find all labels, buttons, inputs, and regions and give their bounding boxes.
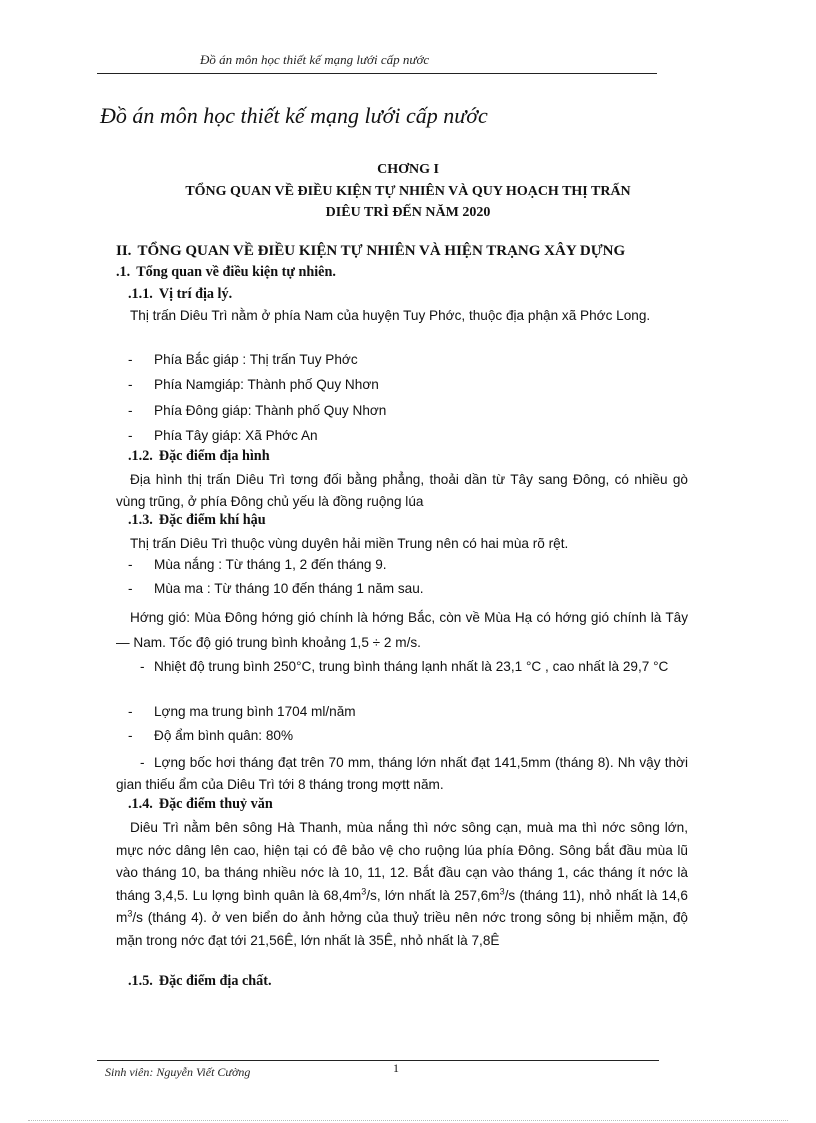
list-item-text: Lợng bốc hơi tháng đạt trên 70 mm, tháng lớn nhất đạt 141,5mm (tháng 8). Nh vậy thời gian thiếu ẩm của Diêu Trì tới 8 tháng trong mợtt năm. (116, 755, 688, 792)
section-number: II. (116, 243, 132, 259)
list-item: - Mùa nắng : Từ tháng 1, 2 đến tháng 9. (128, 557, 387, 572)
heading-1-1 (128, 286, 232, 303)
paragraph-wind: Hớng gió: Mùa Đông hớng gió chính là hớng Bắc, còn về Mùa Hạ có hớng gió chính là Tây — Nam. Tốc độ gió trung bình khoảng 1,5 ÷ 2 m/s. (116, 610, 688, 650)
heading-title: Vị trí địa lý. (158, 286, 233, 302)
list-item: - Phía Bắc giáp : Thị trấn Tuy Phớc (128, 352, 358, 367)
heading-number: .1.5. (128, 973, 153, 989)
list-item: - Lợng ma trung bình 1704 ml/năm (128, 704, 356, 719)
list-item-text: Nhiệt độ trung bình 250°C, trung bình tháng lạnh nhất là 23,1 °C , cao nhất là 29,7 °C (154, 659, 669, 674)
text-run: Diêu Trì nằm bên sông Hà Thanh, mùa nắng thì nớc sông cạn, muà ma thì nớc sông lớn, mực nớc dâng lên cao, hiện tại có đê bảo vệ cho ruộng lúa phía Đông. Sông bắt đầu mùa lũ vào tháng 10, ba tháng nhiều nớc là 10, 11, 12. Bắt đầu cạn vào tháng 1, các tháng ít nớc là tháng 3,4,5. Lu lợng bình quân là 68,4m (116, 820, 688, 903)
heading-number: .1.4. (128, 796, 153, 812)
footer-rule (97, 1060, 659, 1061)
list-item: - Phía Đông giáp: Thành phố Quy Nhơn (128, 403, 387, 418)
chapter-title-line1: TỔNG QUAN VỀ ĐIỀU KIỆN TỰ NHIÊN VÀ QUY HOẠCH THỊ TRẤN (185, 184, 631, 199)
heading-1-4 (128, 796, 273, 813)
heading-title: Đặc điểm địa hình (158, 448, 270, 464)
list-item-text: Phía Tây giáp: Xã Phớc An (154, 428, 318, 443)
superscript: 3 (499, 885, 505, 896)
heading-number: .1.1. (128, 286, 153, 302)
paragraph-hydrology (116, 817, 688, 952)
list-item-text: Mùa nắng : Từ tháng 1, 2 đến tháng 9. (154, 557, 387, 572)
heading-1 (116, 264, 336, 281)
heading-number: .1. (116, 264, 131, 280)
text-run: /s (tháng 4). ở ven biển do ảnh hởng của thuỷ triều nên nớc trong sông bị nhiễm mặn, độ mặn trong nớc đạt tới 21,56Ê, lớn nhất là 35Ê, nhỏ nhất là 7,8Ê (116, 910, 688, 948)
superscript: 3 (127, 908, 133, 919)
heading-number: .1.3. (128, 512, 153, 528)
heading-1-2 (128, 448, 270, 465)
heading-1-3 (128, 512, 266, 529)
text-run: /s (tháng 11), nhỏ nhất là 14,6 m (116, 887, 688, 925)
document-title: Đồ án môn học thiết kế mạng lưới cấp nước (100, 103, 488, 128)
heading-title: Đặc điểm địa chất. (158, 973, 272, 989)
list-item-text: Phía Đông giáp: Thành phố Quy Nhơn (154, 403, 387, 418)
heading-1-5 (128, 973, 272, 990)
header-rule (97, 73, 657, 74)
list-item-text: Phía Namgiáp: Thành phố Quy Nhơn (154, 377, 379, 392)
page-number: 1 (393, 1061, 399, 1075)
heading-number: .1.2. (128, 448, 153, 464)
list-item-text: Lợng ma trung bình 1704 ml/năm (154, 704, 356, 719)
paragraph-location: Thị trấn Diêu Trì nằm ở phía Nam của huyện Tuy Phớc, thuộc địa phận xã Phớc Long. (130, 308, 651, 323)
running-header: Đồ án môn học thiết kế mạng lưới cấp nước (200, 52, 430, 67)
superscript: 3 (361, 885, 367, 896)
list-item: - Phía Namgiáp: Thành phố Quy Nhơn (128, 377, 379, 392)
list-item-text: Phía Bắc giáp : Thị trấn Tuy Phớc (154, 352, 358, 367)
section-heading-II (116, 243, 625, 260)
chapter-title-line2: DIÊU TRÌ ĐẾN NĂM 2020 (325, 205, 491, 220)
page-bottom-dots (28, 1120, 788, 1121)
text-run: /s, lớn nhất là 257,6m (366, 887, 500, 903)
list-item: - Nhiệt độ trung bình 250°C, trung bình tháng lạnh nhất là 23,1 °C , cao nhất là 29,7 °C (140, 659, 669, 674)
footer-student: Sinh viên: Nguyễn Viết Cường (105, 1065, 251, 1079)
chapter-label: CHƠNG I (377, 162, 439, 177)
heading-title: Tổng quan về điều kiện tự nhiên. (136, 264, 336, 280)
paragraph-climate: Thị trấn Diêu Trì thuộc vùng duyên hải miền Trung nên có hai mùa rõ rệt. (130, 536, 569, 551)
list-item: - Độ ẩm bình quân: 80% (128, 728, 294, 743)
heading-title: Đặc điểm khí hậu (158, 512, 266, 528)
heading-title: Đặc điểm thuỷ văn (158, 796, 273, 812)
list-item-text: Mùa ma : Từ tháng 10 đến tháng 1 năm sau. (154, 581, 424, 596)
list-item-text: Độ ẩm bình quân: 80% (154, 728, 294, 743)
list-item: - Mùa ma : Từ tháng 10 đến tháng 1 năm sau. (128, 581, 424, 596)
list-item: - Lợng bốc hơi tháng đạt trên 70 mm, tháng lớn nhất đạt 141,5mm (tháng 8). Nh vậy thời gian thiếu ẩm của Diêu Trì tới 8 tháng trong mợtt năm. (116, 755, 688, 792)
section-title: TỔNG QUAN VỀ ĐIỀU KIỆN TỰ NHIÊN VÀ HIỆN TRẠNG XÂY DỰNG (137, 243, 626, 259)
paragraph-terrain: Địa hình thị trấn Diêu Trì tơng đối bằng phẳng, thoải dần từ Tây sang Đông, có nhiều gò vùng trũng, ở phía Đông chủ yếu là đồng ruộng lúa (116, 472, 688, 509)
list-item: - Phía Tây giáp: Xã Phớc An (128, 428, 318, 443)
